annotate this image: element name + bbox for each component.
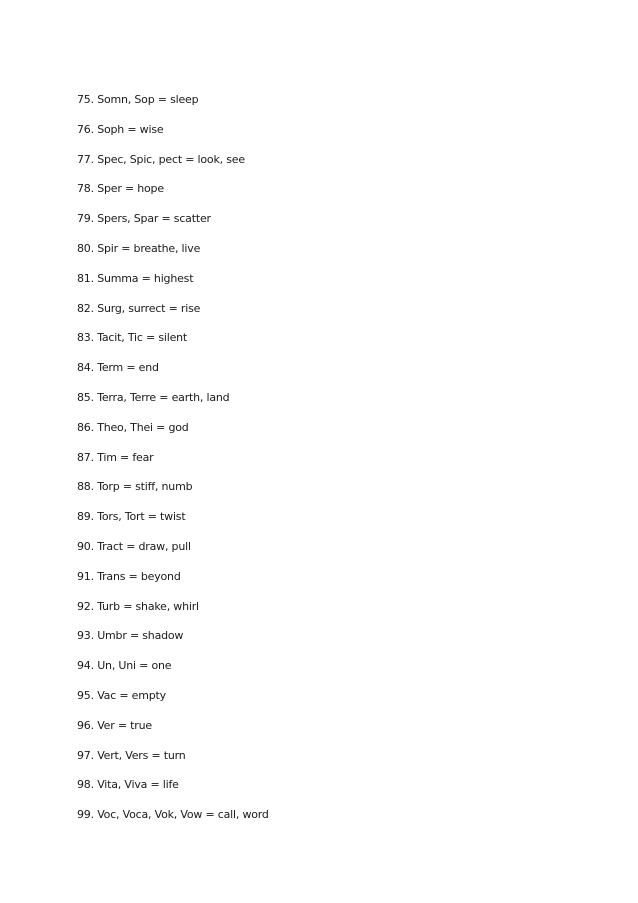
list-item: 88. Torp = stiff, numb — [77, 480, 193, 494]
list-item: 87. Tim = fear — [77, 450, 154, 464]
list-item: 81. Summa = highest — [77, 271, 194, 285]
list-item: 99. Voc, Voca, Vok, Vow = call, word — [77, 808, 269, 822]
list-item: 96. Ver = true — [77, 718, 152, 732]
list-item: 94. Un, Uni = one — [77, 659, 172, 673]
list-item: 91. Trans = beyond — [77, 569, 181, 583]
list-item: 85. Terra, Terre = earth, land — [77, 390, 230, 404]
list-item: 95. Vac = empty — [77, 688, 166, 702]
list-item: 90. Tract = draw, pull — [77, 539, 191, 553]
root-word-list — [77, 91, 269, 836]
list-item: 97. Vert, Vers = turn — [77, 748, 186, 762]
list-item: 98. Vita, Viva = life — [77, 778, 179, 792]
list-item: 79. Spers, Spar = scatter — [77, 212, 211, 226]
list-item: 89. Tors, Tort = twist — [77, 510, 186, 524]
list-item: 86. Theo, Thei = god — [77, 420, 189, 434]
list-item: 78. Sper = hope — [77, 182, 164, 196]
list-item: 83. Tacit, Tic = silent — [77, 331, 188, 345]
list-item: 80. Spir = breathe, live — [77, 241, 201, 255]
list-item: 75. Somn, Sop = sleep — [77, 93, 199, 106]
list-item: 76. Soph = wise — [77, 122, 164, 136]
list-item: 84. Term = end — [77, 361, 159, 375]
list-item: 82. Surg, surrect = rise — [77, 301, 201, 315]
list-item: 93. Umbr = shadow — [77, 629, 184, 643]
list-item: 92. Turb = shake, whirl — [77, 599, 199, 613]
list-item: 77. Spec, Spic, pect = look, see — [77, 152, 245, 166]
